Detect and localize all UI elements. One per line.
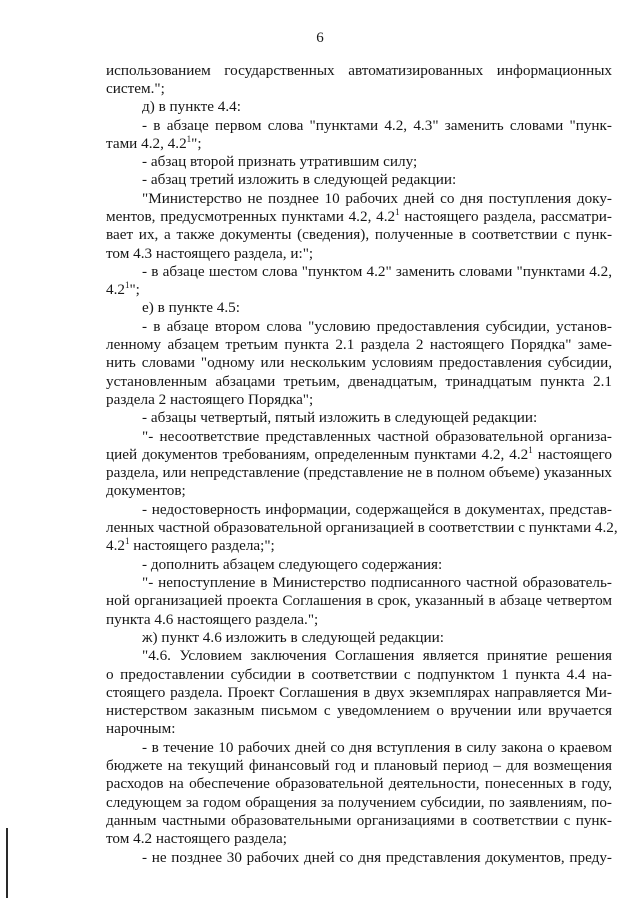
text-line: стоящего раздела. Проект Соглашения в двух экземплярах направляется Ми- [106,684,612,701]
text-line: $4.2^1$"; [106,280,140,298]
text-line: раздела 2 настоящего Порядка"; [106,391,314,408]
text-line: - абзац третий изложить в следующей редакции: [142,171,457,188]
text-line: - не позднее 30 рабочих дней со дня представления документов, преду- [142,849,612,866]
text-line: тами 4.2, $4.2^1$"; [106,134,202,152]
text-line: - абзац второй признать утратившим силу; [142,153,418,170]
text-line: данным частными образовательными организациями в соответствии с пунк- [106,812,612,829]
text-line: "- несоответствие представленных частной образовательной организа- [142,428,612,445]
text-line: - в абзаце шестом слова "пунктом 4.2" заменить словами "пунктами 4.2, [142,263,612,280]
text-line: - абзацы четвертый, пятый изложить в следующей редакции: [142,409,538,426]
text-line: ной организацией проекта Соглашения в срок, указанный в абзаце четвертом [106,592,612,609]
text-line: ментов, предусмотренных пунктами 4.2, $4.2^1$ настоящего раздела, рассматри- [106,207,612,225]
text-line: - недостоверность информации, содержащейся в документах, представ- [142,501,612,518]
text-line: - в абзаце первом слова "пунктами 4.2, 4.3" заменить словами "пунк- [142,117,612,134]
text-line: следующем за годом обращения за получением субсидии, по заявлениям, по- [106,794,612,811]
text-line: документов; [106,482,186,499]
text-line: нистерством заказным письмом с уведомлением о вручении или вручается [106,702,612,719]
text-line: том 4.2 настоящего раздела; [106,830,288,847]
text-line: "- непоступление в Министерство подписанного частной образователь- [142,574,612,591]
text-line: - дополнить абзацем следующего содержания: [142,556,443,573]
text-line: - в абзаце втором слова "условию предоставления субсидии, установ- [142,318,612,335]
text-line: $4.2^1$ настоящего раздела;"; [106,536,275,554]
page-number: 6 [316,30,324,46]
text-line: нарочным: [106,720,176,737]
text-line: ж) пункт 4.6 изложить в следующей редакции: [142,629,444,646]
text-line: вает их, а также документы (сведения), полученные в соответствии с пунк- [106,226,612,243]
text-line: раздела, или непредставление (представление не в полном объеме) указанных [106,464,612,481]
text-line: расходов на обеспечение образовательной деятельности, понесенных в году, [106,775,612,792]
text-line: ленному абзацем третьим пункта 2.1 раздела 2 настоящего Порядка" заме- [106,336,612,353]
text-line: пункта 4.6 настоящего раздела."; [106,611,319,628]
text-line: "4.6. Условием заключения Соглашения является принятие решения [142,647,612,664]
text-line: ленных частной образовательной организацией в соответствии с пунктами 4.2, [106,519,618,536]
text-line: использованием государственных автоматизированных информационных [106,62,612,79]
text-line: систем."; [106,80,165,97]
scan-edge-mark [6,828,8,898]
text-line: о предоставлении субсидии в соответствии с подпунктом 1 пункта 4.4 на- [106,666,612,683]
text-line: е) в пункте 4.5: [142,299,240,316]
text-line: установленным абзацами третьим, двенадцатым, тринадцатым пункта 2.1 [106,373,612,390]
text-line: - в течение 10 рабочих дней со дня вступления в силу закона о краевом [142,739,612,756]
text-line: нить словами "одному или нескольким условиям предоставления субсидии, [106,354,612,371]
text-line: д) в пункте 4.4: [142,98,241,115]
text-line: бюджете на текущий финансовый год и плановый период – для возмещения [106,757,612,774]
text-line: том 4.3 настоящего раздела, и:"; [106,245,314,262]
text-line: цией документов требованиям, определенным пунктами 4.2, $4.2^1$ настоящего [106,445,612,463]
text-line: "Министерство не позднее 10 рабочих дней со дня поступления доку- [142,190,612,207]
